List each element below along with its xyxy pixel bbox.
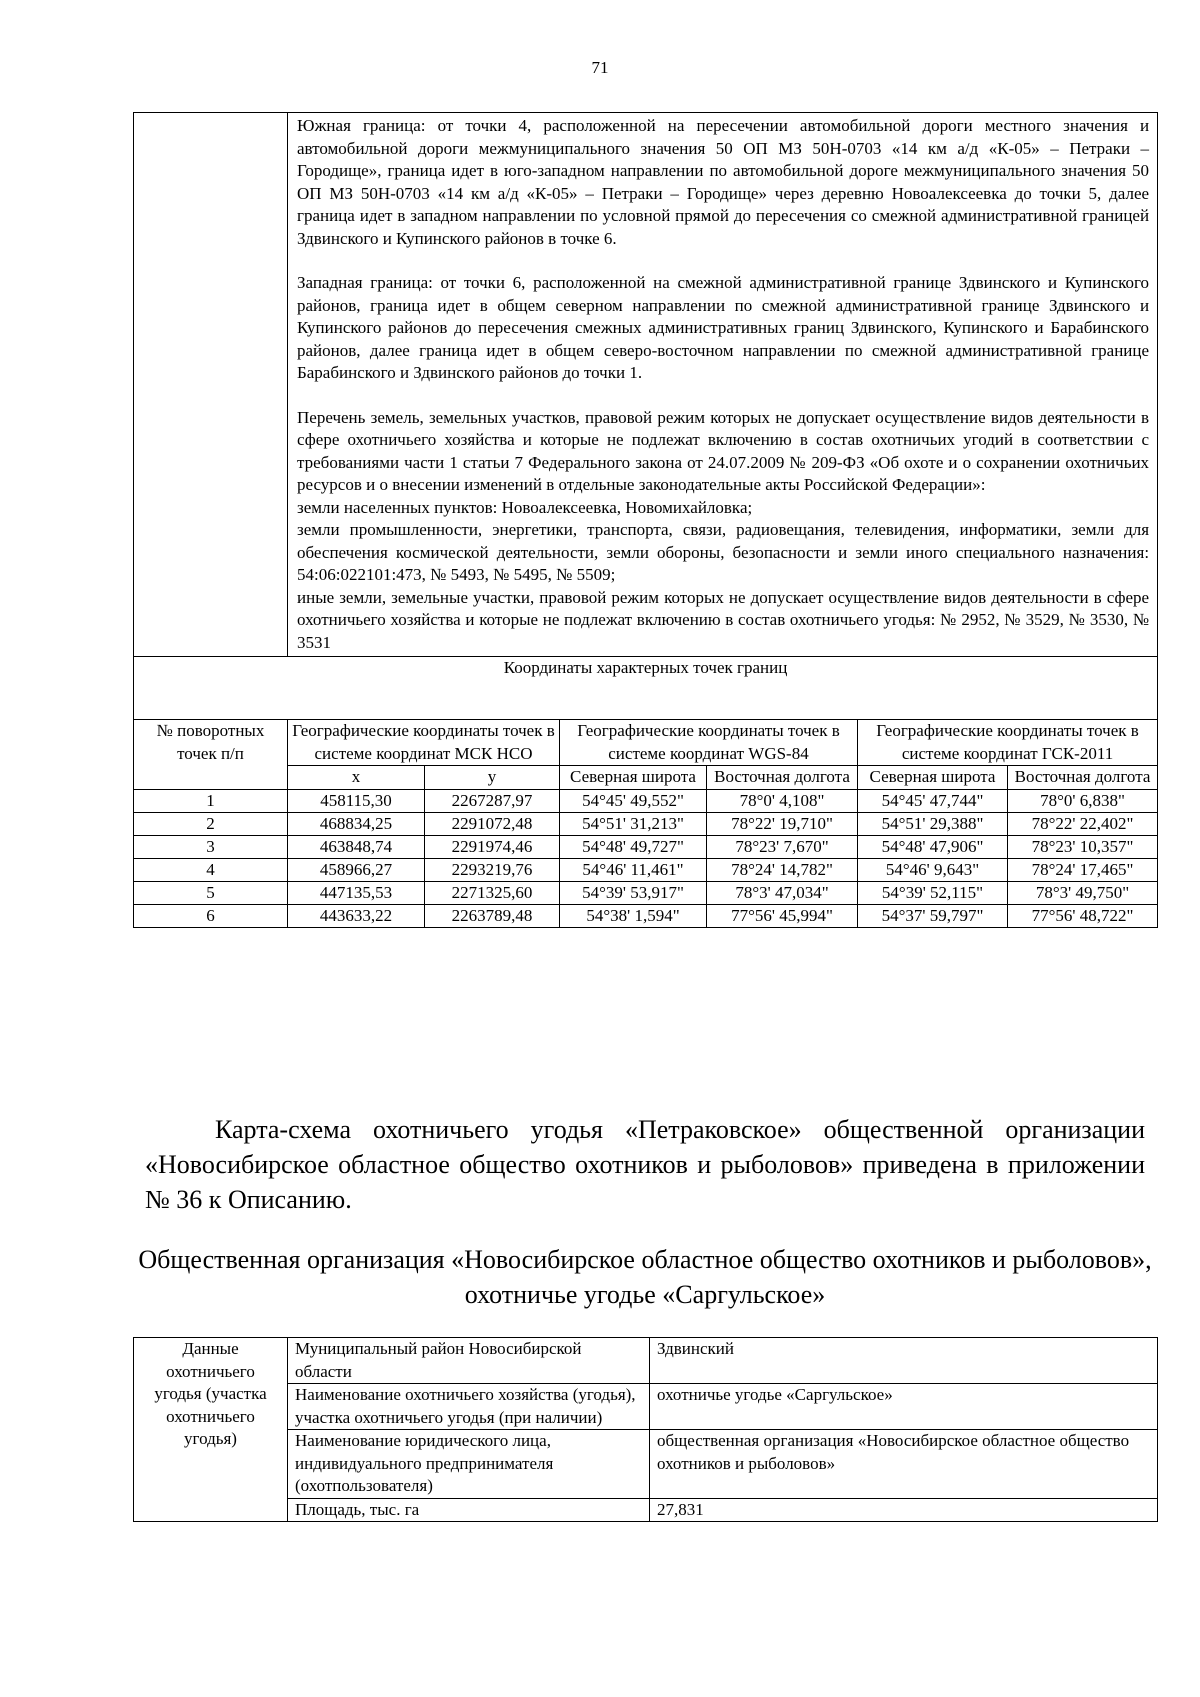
subheader-x: x bbox=[288, 766, 425, 790]
subheader-wgs-lon: Восточная долгота bbox=[707, 766, 858, 790]
row-label: Площадь, тыс. га bbox=[288, 1498, 650, 1522]
table-row bbox=[134, 881, 1158, 904]
wgs-lat: 54°38' 1,594" bbox=[560, 904, 707, 927]
wgs-lat: 54°48' 49,727" bbox=[560, 835, 707, 858]
wgs-lat: 54°46' 11,461" bbox=[560, 858, 707, 881]
wgs-lon: 78°0' 4,108" bbox=[707, 789, 858, 812]
subheader-y: y bbox=[425, 766, 560, 790]
exclusions-settlements: земли населенных пунктов: Новоалексеевка, Новомихайловка; bbox=[297, 497, 753, 517]
header-gsk: Географические координаты точек в системе координат ГСК-2011 bbox=[858, 720, 1158, 766]
gsk-lat: 54°45' 47,744" bbox=[858, 789, 1008, 812]
coordinates-subheader-row bbox=[134, 766, 1158, 790]
header-wgs: Географические координаты точек в системе координат WGS-84 bbox=[560, 720, 858, 766]
point-number: 6 bbox=[134, 904, 288, 927]
page-number: 71 bbox=[591, 58, 609, 77]
msk-y: 2267287,97 bbox=[425, 789, 560, 812]
empty-cell bbox=[134, 113, 288, 657]
point-number: 3 bbox=[134, 835, 288, 858]
msk-x: 458966,27 bbox=[288, 858, 425, 881]
table-row bbox=[134, 1384, 1158, 1430]
map-reference-text: Карта-схема охотничьего угодья «Петраковское» общественной организации «Новосибирское областное общество охотников и рыболовов» приведена в приложении № 36 к Описанию. bbox=[145, 1115, 1145, 1214]
exclusions-industry: земли промышленности, энергетики, транспорта, связи, радиовещания, телевидения, информатики, земли для обеспечения космической деятельности, земли обороны, безопасности и земли иного специального назначения: 54:06:022101:473, № 5493, № 5495, № 5509; bbox=[297, 520, 1150, 584]
coordinates-header-row bbox=[134, 720, 1158, 766]
gsk-lat: 54°39' 52,115" bbox=[858, 881, 1008, 904]
table-row bbox=[134, 812, 1158, 835]
hunting-ground-side-label: Данные охотничьего угодья (участка охотничьего угодья) bbox=[134, 1338, 288, 1522]
row-value: Здвинский bbox=[650, 1338, 1158, 1384]
wgs-lon: 77°56' 45,994" bbox=[707, 904, 858, 927]
south-boundary-text: Южная граница: от точки 4, расположенной на пересечении автомобильной дороги местного значения и автомобильной дороги межмуниципального значения 50 ОП МЗ 50Н-0703 «14 км а/д «К-05» – Петраки – Городище», граница идет в юго-западном направлении по автомобильной дороге межмуниципального значения 50 ОП МЗ 50Н-0703 «14 км а/д «К-05» – Петраки – Городище» через деревню Новоалексеевка до точки 5, далее граница идет в западном направлении по условной прямой до пересечения со смежной административной границей Здвинского и Купинского районов в точке 6. bbox=[297, 116, 1150, 248]
gsk-lon: 78°22' 22,402" bbox=[1008, 812, 1158, 835]
gsk-lon: 78°3' 49,750" bbox=[1008, 881, 1158, 904]
table-row bbox=[134, 904, 1158, 927]
msk-y: 2291974,46 bbox=[425, 835, 560, 858]
point-number: 4 bbox=[134, 858, 288, 881]
msk-x: 447135,53 bbox=[288, 881, 425, 904]
west-boundary-text: Западная граница: от точки 6, расположенной на смежной административной границе Здвинского и Купинского районов, граница идет в общем северном направлении по смежной административной границе Здвинского и Купинского районов до пересечения смежных административных границ Здвинского, Купинского и Барабинского районов, далее граница идет в общем северо-восточном направлении по смежной административной границе Барабинского и Здвинского районов до точки 1. bbox=[297, 273, 1150, 382]
row-value: 27,831 bbox=[650, 1498, 1158, 1522]
map-reference-paragraph bbox=[145, 1112, 1145, 1217]
gsk-lat: 54°37' 59,797" bbox=[858, 904, 1008, 927]
table-row bbox=[134, 789, 1158, 812]
exclusions-other: иные земли, земельные участки, правовой режим которых не допускает осуществление видов деятельности в сфере охотничьего хозяйства и которые не подлежат включению в состав охотничьего угодья: № 2952, № 3529, № 3530, № 3531 bbox=[297, 587, 1150, 652]
msk-x: 458115,30 bbox=[288, 789, 425, 812]
msk-y: 2263789,48 bbox=[425, 904, 560, 927]
table-row bbox=[134, 1498, 1158, 1522]
boundary-coordinates-table bbox=[133, 112, 1158, 928]
gsk-lon: 78°0' 6,838" bbox=[1008, 789, 1158, 812]
gsk-lat: 54°51' 29,388" bbox=[858, 812, 1008, 835]
msk-y: 2293219,76 bbox=[425, 858, 560, 881]
row-label: Муниципальный район Новосибирской области bbox=[288, 1338, 650, 1384]
table-row bbox=[134, 835, 1158, 858]
subheader-gsk-lon: Восточная долгота bbox=[1008, 766, 1158, 790]
wgs-lon: 78°22' 19,710" bbox=[707, 812, 858, 835]
gsk-lon: 77°56' 48,722" bbox=[1008, 904, 1158, 927]
gsk-lon: 78°23' 10,357" bbox=[1008, 835, 1158, 858]
msk-y: 2291072,48 bbox=[425, 812, 560, 835]
subheader-wgs-lat: Северная широта bbox=[560, 766, 707, 790]
header-point-number: № поворотных точек п/п bbox=[134, 720, 288, 790]
wgs-lat: 54°45' 49,552" bbox=[560, 789, 707, 812]
wgs-lat: 54°51' 31,213" bbox=[560, 812, 707, 835]
row-label: Наименование охотничьего хозяйства (угодья), участка охотничьего угодья (при наличии) bbox=[288, 1384, 650, 1430]
coordinates-title: Координаты характерных точек границ bbox=[134, 657, 1158, 720]
wgs-lon: 78°23' 7,670" bbox=[707, 835, 858, 858]
table-row bbox=[134, 1338, 1158, 1384]
msk-x: 463848,74 bbox=[288, 835, 425, 858]
wgs-lat: 54°39' 53,917" bbox=[560, 881, 707, 904]
wgs-lon: 78°24' 14,782" bbox=[707, 858, 858, 881]
row-value: охотничье угодье «Саргульское» bbox=[650, 1384, 1158, 1430]
table-row bbox=[134, 858, 1158, 881]
row-label: Наименование юридического лица, индивидуального предпринимателя (охотпользователя) bbox=[288, 1430, 650, 1499]
gsk-lat: 54°48' 47,906" bbox=[858, 835, 1008, 858]
boundary-description bbox=[288, 113, 1158, 657]
header-msk: Географические координаты точек в системе координат МСК НСО bbox=[288, 720, 560, 766]
boundary-description-row bbox=[134, 113, 1158, 657]
msk-y: 2271325,60 bbox=[425, 881, 560, 904]
msk-x: 443633,22 bbox=[288, 904, 425, 927]
hunting-ground-data-table bbox=[133, 1337, 1158, 1522]
row-value: общественная организация «Новосибирское областное общество охотников и рыболовов» bbox=[650, 1430, 1158, 1499]
table-row bbox=[134, 1430, 1158, 1499]
section-title: Общественная организация «Новосибирское областное общество охотников и рыболовов», охотничье угодье «Саргульское» bbox=[138, 1245, 1152, 1309]
point-number: 2 bbox=[134, 812, 288, 835]
exclusions-intro: Перечень земель, земельных участков, правовой режим которых не допускает осуществление видов деятельности в сфере охотничьего хозяйства и которые не подлежат включению в состав охотничьих угодий в соответствии с требованиями части 1 статьи 7 Федерального закона от 24.07.2009 № 209-ФЗ «Об охоте и о сохранении охотничьих ресурсов и о внесении изменений в отдельные законодательные акты Российской Федерации»: bbox=[297, 407, 1150, 494]
wgs-lon: 78°3' 47,034" bbox=[707, 881, 858, 904]
gsk-lon: 78°24' 17,465" bbox=[1008, 858, 1158, 881]
point-number: 5 bbox=[134, 881, 288, 904]
msk-x: 468834,25 bbox=[288, 812, 425, 835]
gsk-lat: 54°46' 9,643" bbox=[858, 858, 1008, 881]
subheader-gsk-lat: Северная широта bbox=[858, 766, 1008, 790]
point-number: 1 bbox=[134, 789, 288, 812]
